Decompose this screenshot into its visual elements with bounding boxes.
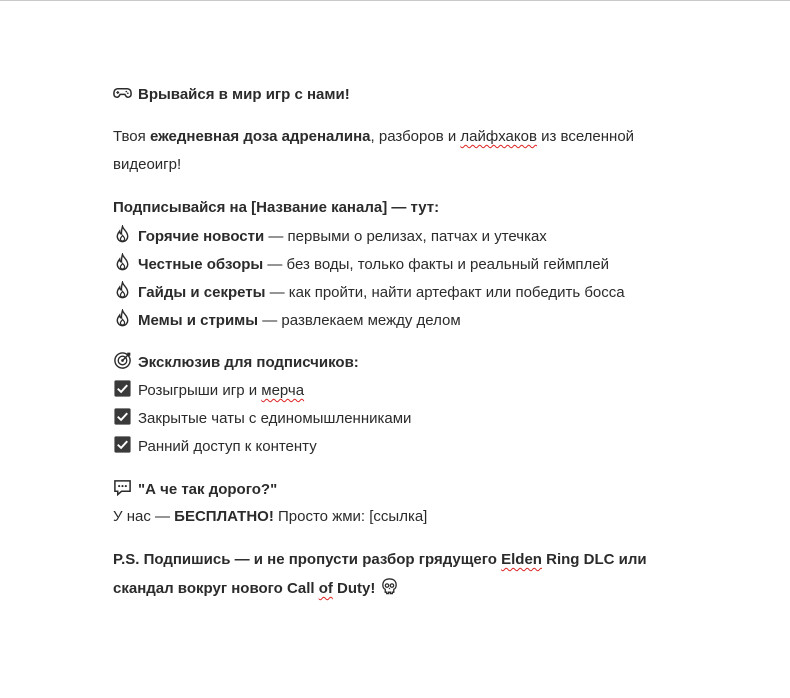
exclusive-title bbox=[113, 351, 713, 373]
spell-error-word[interactable]: Elden bbox=[501, 551, 542, 568]
list-item bbox=[113, 253, 713, 275]
item-text: — как пройти, найти артефакт или победить босса bbox=[265, 284, 625, 301]
intro-bold: ежедневная доза адреналина bbox=[149, 128, 371, 145]
item-text: — без воды, только факты и реальный геймплей bbox=[263, 256, 609, 273]
subscribe-title bbox=[113, 197, 713, 219]
item-bold: Горячие новости bbox=[138, 228, 265, 245]
item-text: — первыми о релизах, патчах и утечках bbox=[264, 228, 547, 245]
intro-line-2 bbox=[113, 154, 713, 176]
item-text: Закрытые чаты с единомышленниками bbox=[138, 410, 412, 427]
fire-icon bbox=[113, 225, 132, 244]
ps-text: Ring DLC или bbox=[541, 551, 647, 568]
price-title bbox=[113, 478, 713, 500]
list-item bbox=[113, 281, 713, 303]
fire-icon bbox=[113, 281, 132, 300]
target-icon bbox=[113, 351, 132, 370]
ps-text: P.S. Подпишись — и не пропусти разбор грядущего bbox=[113, 551, 502, 568]
subscribe-title-text: Подписывайся на [Название канала] — тут: bbox=[113, 199, 440, 216]
spell-error-word[interactable]: of bbox=[318, 580, 333, 597]
checkbox-icon bbox=[113, 379, 132, 398]
spell-error-word[interactable]: мерча bbox=[261, 382, 305, 399]
intro-text: , разборов и bbox=[370, 128, 461, 145]
document-body bbox=[113, 83, 713, 599]
ps-text: Duty! bbox=[332, 580, 380, 597]
ps-text: скандал вокруг нового Call bbox=[113, 580, 319, 597]
intro-text: видеоигр! bbox=[113, 156, 182, 173]
list-item bbox=[113, 379, 713, 401]
item-text: Розыгрыши игр и bbox=[138, 382, 262, 399]
fire-icon bbox=[113, 253, 132, 272]
price-text: Просто жми: [ссылка] bbox=[273, 508, 428, 525]
skull-icon bbox=[380, 577, 399, 596]
list-item bbox=[113, 309, 713, 331]
price-bold: БЕСПЛАТНО! bbox=[174, 508, 274, 525]
intro-text: Твоя bbox=[113, 128, 150, 145]
item-bold: Мемы и стримы bbox=[138, 312, 259, 329]
heading-title: Врывайся в мир игр с нами! bbox=[138, 86, 350, 103]
ps-line-1 bbox=[113, 549, 713, 571]
ps-line-2 bbox=[113, 577, 713, 599]
list-item bbox=[113, 435, 713, 457]
price-title-text: "А че так дорого?" bbox=[138, 481, 278, 498]
heading-line bbox=[113, 83, 713, 105]
top-divider bbox=[0, 0, 790, 1]
fire-icon bbox=[113, 309, 132, 328]
item-text: — развлекаем между делом bbox=[258, 312, 461, 329]
gamepad-icon bbox=[113, 83, 132, 102]
exclusive-title-text: Эксклюзив для подписчиков: bbox=[138, 354, 359, 371]
checkbox-icon bbox=[113, 435, 132, 454]
list-item bbox=[113, 225, 713, 247]
item-bold: Гайды и секреты bbox=[138, 284, 266, 301]
item-text: Ранний доступ к контенту bbox=[138, 438, 317, 455]
intro-text: из вселенной bbox=[536, 128, 635, 145]
price-line bbox=[113, 506, 713, 528]
checkbox-icon bbox=[113, 407, 132, 426]
item-bold: Честные обзоры bbox=[138, 256, 264, 273]
speech-bubble-icon bbox=[113, 478, 132, 497]
spell-error-word[interactable]: лайфхаков bbox=[460, 128, 537, 145]
intro-line-1 bbox=[113, 126, 713, 148]
price-text: У нас — bbox=[113, 508, 175, 525]
list-item bbox=[113, 407, 713, 429]
